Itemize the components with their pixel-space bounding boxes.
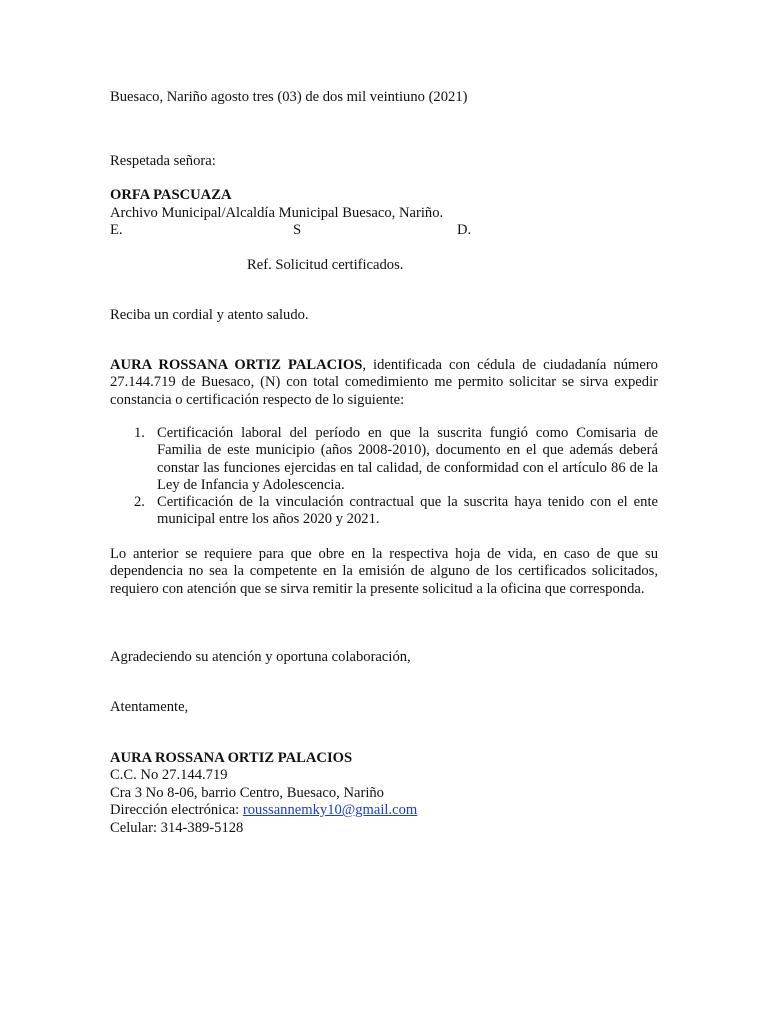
reference: Ref. Solicitud certificados. <box>247 257 404 273</box>
signature-id: C.C. No 27.144.719 <box>110 767 228 783</box>
intro-text: , identificada con cédula de ciudadanía número 27.144.719 de Buesaco, (N) con total comedimiento me permito solicitar se sirva expedir constancia o certificación respecto de lo siguiente: <box>110 357 658 408</box>
list-item <box>110 425 658 494</box>
esd-d: D. <box>457 222 472 238</box>
esd-line <box>110 222 658 239</box>
intro-paragraph <box>110 357 658 409</box>
signature-phone: Celular: 314-389-5128 <box>110 820 244 836</box>
signature-name: AURA ROSSANA ORTIZ PALACIOS <box>110 750 353 766</box>
list-item-text: Certificación de la vinculación contractual que la suscrita haya tenido con el ente municipal entre los años 2020 y 2021. <box>157 494 658 528</box>
recipient-name: ORFA PASCUAZA <box>110 187 232 203</box>
signature-email-line <box>110 802 417 819</box>
thanks: Agradeciendo su atención y oportuna colaboración, <box>110 649 411 665</box>
esd-e: E. <box>110 222 123 238</box>
signature-address: Cra 3 No 8-06, barrio Centro, Buesaco, Nariño <box>110 785 384 801</box>
recipient-office: Archivo Municipal/Alcaldía Municipal Buesaco, Nariño. <box>110 205 444 221</box>
email-label: Dirección electrónica: <box>110 802 243 818</box>
list-item-number: 1. <box>134 425 145 441</box>
greeting: Reciba un cordial y atento saludo. <box>110 307 309 323</box>
request-list <box>110 425 658 529</box>
place-date: Buesaco, Nariño agosto tres (03) de dos mil veintiuno (2021) <box>110 89 468 105</box>
salutation: Respetada señora: <box>110 153 216 169</box>
esd-s: S <box>293 222 302 238</box>
email-link[interactable]: roussannemky10@gmail.com <box>242 802 418 818</box>
intro-sender-name: AURA ROSSANA ORTIZ PALACIOS <box>110 357 363 373</box>
closing-paragraph: Lo anterior se requiere para que obre en la respectiva hoja de vida, en caso de que su dependencia no sea la competente en la emisión de alguno de los certificados solicitados, requiero con atención que se sirva remitir la presente solicitud a la oficina que corresponda. <box>110 546 658 597</box>
list-item <box>110 494 658 529</box>
sign-off: Atentamente, <box>110 699 189 715</box>
list-item-number: 2. <box>134 494 145 511</box>
list-item-text: Certificación laboral del período en que la suscrita fungió como Comisaria de Familia de este municipio (años 2008-2010), documento en el que además deberá constar las funciones ejercidas en tal calidad, de conformidad con el artículo 86 de la Ley de Infancia y Adolescencia. <box>157 425 658 493</box>
